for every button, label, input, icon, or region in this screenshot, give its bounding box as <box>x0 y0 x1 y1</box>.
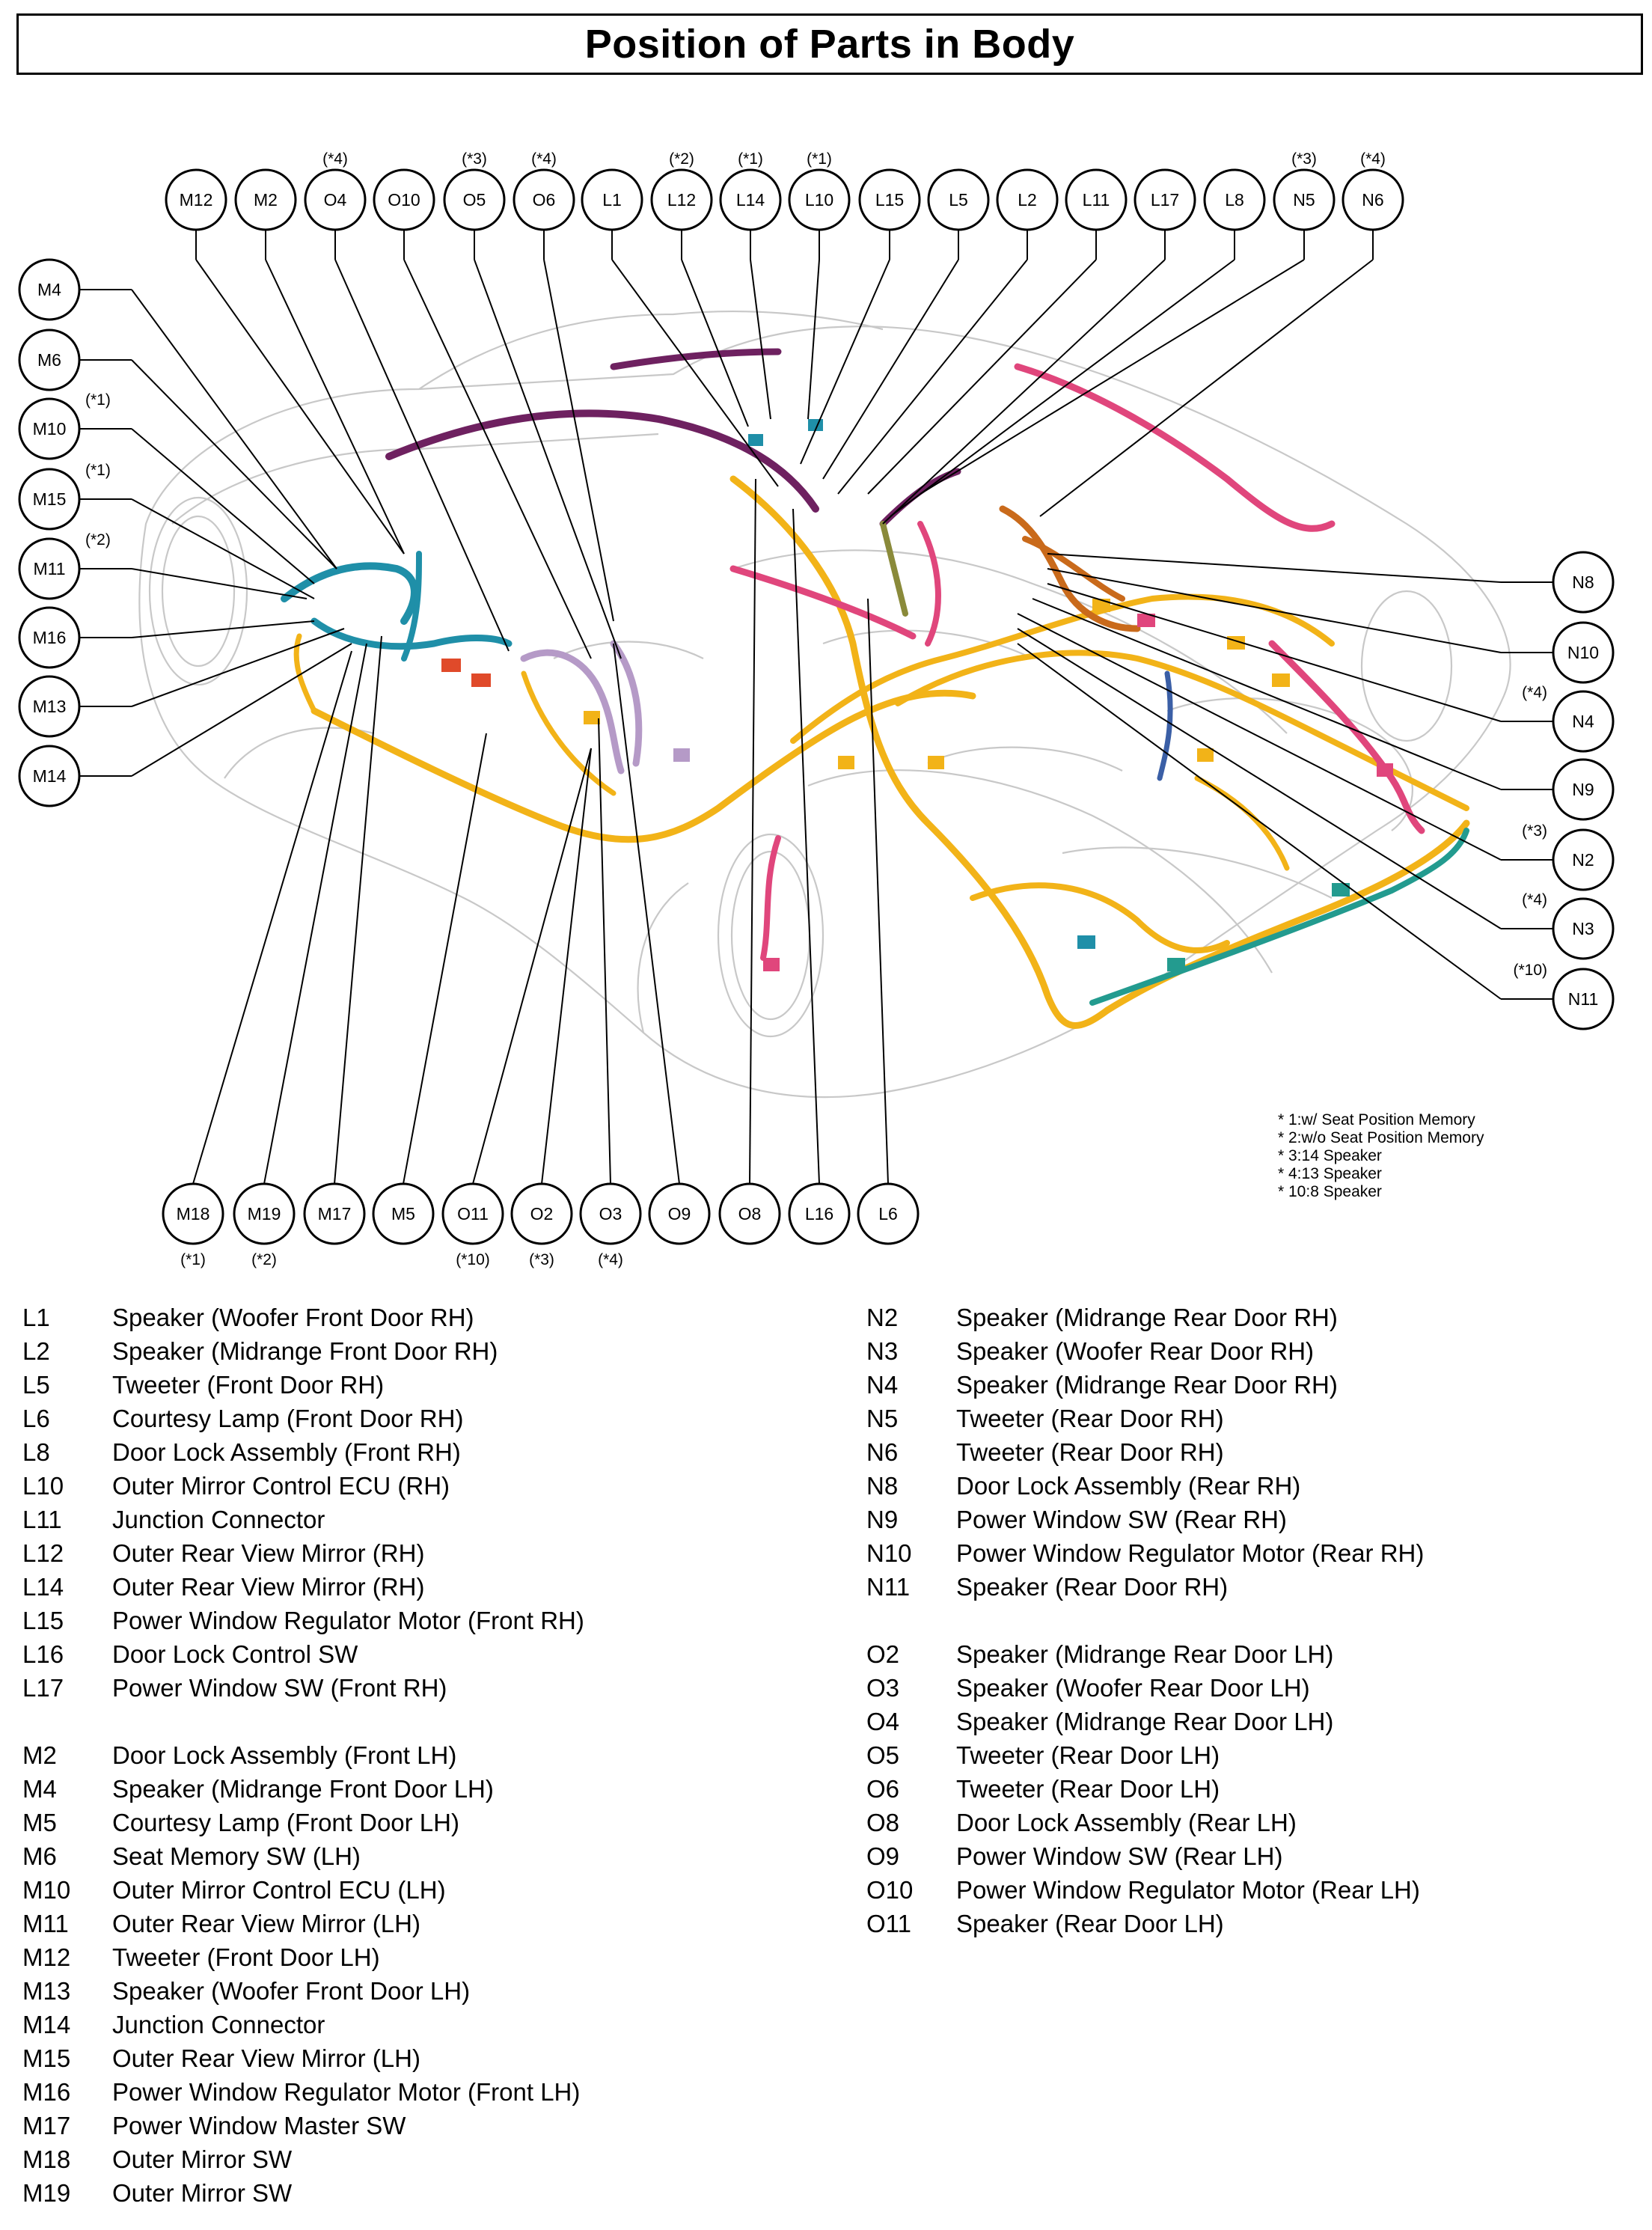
part-name: Power Window SW (Front RH) <box>112 1674 447 1702</box>
callout-note: (*4) <box>531 150 557 168</box>
callout-note: (*2) <box>85 531 111 549</box>
leader-line <box>750 479 756 1184</box>
part-row <box>866 1806 1424 1839</box>
leader-line <box>264 644 367 1184</box>
callout-code: L14 <box>735 190 765 210</box>
part-code: M11 <box>22 1910 69 1937</box>
part-row <box>22 1839 584 1873</box>
part-code: M6 <box>22 1842 57 1870</box>
callout-l15 <box>860 170 920 230</box>
part-name: Outer Rear View Mirror (LH) <box>112 2044 420 2072</box>
leader-line <box>334 636 382 1184</box>
part-row <box>22 1940 584 1974</box>
leader-line <box>193 651 352 1184</box>
part-code: N3 <box>866 1337 899 1365</box>
part-row <box>866 1503 1424 1536</box>
part-name: Door Lock Assembly (Rear RH) <box>956 1472 1301 1500</box>
callout-code: N4 <box>1572 712 1594 731</box>
part-row <box>22 2008 584 2041</box>
part-row <box>866 1570 1424 1604</box>
page-title: Position of Parts in Body <box>584 22 1075 67</box>
callout-code: L2 <box>1018 190 1037 210</box>
callout-code: M17 <box>317 1204 352 1224</box>
callout-note: (*1) <box>180 1251 206 1268</box>
part-name: Speaker (Woofer Front Door RH) <box>112 1304 474 1331</box>
callout-n8 <box>1553 552 1613 612</box>
part-code: O10 <box>866 1876 914 1904</box>
part-code: L14 <box>22 1573 64 1601</box>
leader-line <box>883 260 1165 524</box>
callout-m12 <box>166 170 226 230</box>
part-code: M4 <box>22 1775 57 1803</box>
footnote-line: * 2:w/o Seat Position Memory <box>1278 1129 1484 1146</box>
callout-m17 <box>305 1184 364 1244</box>
list-gap <box>866 1604 1424 1637</box>
part-row <box>22 1873 584 1907</box>
part-code: N9 <box>866 1506 899 1533</box>
part-row <box>22 1772 584 1806</box>
callout-l5 <box>929 170 988 230</box>
callout-code: N6 <box>1362 190 1384 210</box>
part-code: M5 <box>22 1809 57 1836</box>
callout-m15 <box>19 462 111 529</box>
callout-code: M13 <box>32 697 67 716</box>
part-name: Power Window Master SW <box>112 2112 406 2139</box>
part-code: L10 <box>22 1472 64 1500</box>
footnote-line: * 10:8 Speaker <box>1278 1183 1382 1200</box>
part-row <box>866 1469 1424 1503</box>
callout-note: (*2) <box>669 150 694 168</box>
part-code: M13 <box>22 1977 71 2005</box>
callout-m16 <box>19 608 79 668</box>
part-name: Outer Mirror SW <box>112 2145 293 2173</box>
leader-line <box>1018 629 1501 929</box>
part-row <box>866 1402 1424 1435</box>
part-name: Door Lock Control SW <box>112 1640 358 1668</box>
footnotes <box>1278 1111 1484 1200</box>
part-row <box>22 1907 584 1940</box>
part-row <box>22 1604 584 1637</box>
part-row <box>22 1570 584 1604</box>
callout-o4 <box>305 150 365 230</box>
part-code: M17 <box>22 2112 71 2139</box>
callout-n11 <box>1513 962 1613 1029</box>
part-name: Junction Connector <box>112 1506 325 1533</box>
callout-l17 <box>1135 170 1195 230</box>
part-code: O2 <box>866 1640 900 1668</box>
part-code: O8 <box>866 1809 900 1836</box>
leader-line <box>682 260 748 427</box>
leader-line <box>132 360 337 569</box>
callout-code: L6 <box>878 1204 898 1224</box>
callout-note: (*2) <box>251 1251 277 1268</box>
callout-code: N2 <box>1572 850 1594 870</box>
callout-l6 <box>858 1184 918 1244</box>
callout-l11 <box>1066 170 1126 230</box>
part-name: Speaker (Woofer Front Door LH) <box>112 1977 471 2005</box>
callout-code: L5 <box>949 190 968 210</box>
leader-line <box>266 260 404 554</box>
part-name: Seat Memory SW (LH) <box>112 1842 361 1870</box>
part-row <box>866 1705 1424 1738</box>
callout-m11 <box>19 531 111 599</box>
part-name: Speaker (Rear Door RH) <box>956 1573 1229 1601</box>
callout-code: O6 <box>532 190 556 210</box>
part-code: M14 <box>22 2011 71 2038</box>
part-name: Door Lock Assembly (Rear LH) <box>956 1809 1297 1836</box>
callout-note: (*4) <box>322 150 348 168</box>
part-name: Speaker (Woofer Rear Door LH) <box>956 1674 1310 1702</box>
part-row <box>22 2041 584 2075</box>
part-row <box>22 1402 584 1435</box>
callout-code: M12 <box>179 190 213 210</box>
part-name: Outer Rear View Mirror (LH) <box>112 1910 420 1937</box>
parts-list-right <box>866 1301 1424 1940</box>
part-code: L8 <box>22 1438 50 1466</box>
part-name: Power Window SW (Rear LH) <box>956 1842 1283 1870</box>
part-code: N10 <box>866 1539 912 1567</box>
callout-o5 <box>444 150 504 230</box>
callout-m2 <box>236 170 296 230</box>
callout-m13 <box>19 676 79 736</box>
leader-line <box>404 260 591 659</box>
footnote-line: * 4:13 Speaker <box>1278 1165 1382 1182</box>
leader-line <box>1032 599 1501 789</box>
part-row <box>22 1671 584 1705</box>
callout-note: (*1) <box>807 150 832 168</box>
leader-line <box>890 260 1235 516</box>
callout-l10 <box>789 150 849 230</box>
part-name: Outer Mirror SW <box>112 2179 293 2207</box>
part-name: Outer Rear View Mirror (RH) <box>112 1573 425 1601</box>
part-code: M12 <box>22 1943 71 1971</box>
part-code: N6 <box>866 1438 899 1466</box>
part-code: L1 <box>22 1304 50 1331</box>
part-code: L12 <box>22 1539 64 1567</box>
part-code: O4 <box>866 1708 900 1735</box>
callout-o2 <box>512 1184 572 1268</box>
part-row <box>866 1907 1424 1940</box>
part-name: Junction Connector <box>112 2011 325 2038</box>
part-code: N5 <box>866 1405 899 1432</box>
part-code: O5 <box>866 1741 900 1769</box>
part-row <box>22 1368 584 1402</box>
part-code: L17 <box>22 1674 64 1702</box>
callout-code: M10 <box>32 419 67 439</box>
callout-l1 <box>582 170 642 230</box>
leader-line <box>1047 554 1501 582</box>
part-name: Power Window Regulator Motor (Front LH) <box>112 2078 581 2106</box>
part-row <box>866 1873 1424 1907</box>
callout-code: O8 <box>738 1204 762 1224</box>
part-code: N8 <box>866 1472 899 1500</box>
part-row <box>22 1301 584 1334</box>
part-name: Speaker (Midrange Front Door RH) <box>112 1337 498 1365</box>
callout-code: M11 <box>33 559 66 578</box>
callout-note: (*4) <box>1360 150 1386 168</box>
part-row <box>22 1536 584 1570</box>
part-code: M19 <box>22 2179 71 2207</box>
callout-m10 <box>19 391 111 459</box>
leader-line <box>801 260 890 464</box>
callout-code: M16 <box>32 628 67 647</box>
part-name: Outer Rear View Mirror (RH) <box>112 1539 425 1567</box>
part-row <box>22 1637 584 1671</box>
leader-line <box>335 260 509 651</box>
callout-m14 <box>19 746 79 806</box>
list-gap <box>22 1705 584 1738</box>
part-name: Speaker (Midrange Rear Door LH) <box>956 1640 1334 1668</box>
part-code: L5 <box>22 1371 50 1399</box>
callout-note: (*1) <box>85 462 111 479</box>
leader-line <box>132 621 314 638</box>
part-row <box>866 1368 1424 1402</box>
part-row <box>866 1637 1424 1671</box>
callout-code: M15 <box>32 489 67 509</box>
callout-note: (*3) <box>1522 822 1547 840</box>
part-row <box>22 1435 584 1469</box>
leader-line <box>132 569 307 599</box>
wire-harness <box>284 352 1466 1025</box>
part-code: N11 <box>866 1573 911 1601</box>
part-name: Tweeter (Front Door RH) <box>112 1371 385 1399</box>
callout-note: (*1) <box>85 391 111 409</box>
callout-n3 <box>1522 891 1613 959</box>
part-name: Courtesy Lamp (Front Door RH) <box>112 1405 464 1432</box>
part-code: L2 <box>22 1337 50 1365</box>
callout-code: M5 <box>391 1204 415 1224</box>
leader-line <box>793 509 819 1184</box>
callout-code: M14 <box>32 766 67 786</box>
leader-line <box>1040 260 1373 516</box>
callout-l2 <box>997 170 1057 230</box>
part-row <box>866 1334 1424 1368</box>
part-row <box>866 1738 1424 1772</box>
part-name: Tweeter (Rear Door LH) <box>956 1775 1220 1803</box>
part-row <box>22 2075 584 2109</box>
callout-m19 <box>234 1184 294 1268</box>
callout-o9 <box>649 1184 709 1244</box>
callout-o6 <box>514 150 574 230</box>
part-row <box>866 1671 1424 1705</box>
callout-o10 <box>374 170 434 230</box>
callout-m6 <box>19 330 79 390</box>
leader-line <box>920 260 1304 494</box>
part-name: Power Window Regulator Motor (Front RH) <box>112 1607 584 1634</box>
callout-code: L8 <box>1225 190 1244 210</box>
leader-line <box>403 733 486 1184</box>
callout-l16 <box>789 1184 849 1244</box>
callout-m5 <box>373 1184 433 1244</box>
callout-code: N9 <box>1572 780 1594 799</box>
part-row <box>866 1301 1424 1334</box>
part-code: O11 <box>866 1910 911 1937</box>
callout-code: L1 <box>602 190 622 210</box>
part-name: Tweeter (Front Door LH) <box>112 1943 380 1971</box>
leader-line <box>868 260 1096 494</box>
parts-list-left <box>22 1301 584 2210</box>
callout-note: (*3) <box>1291 150 1317 168</box>
part-code: O3 <box>866 1674 900 1702</box>
callout-code: N11 <box>1567 989 1599 1009</box>
callout-code: N10 <box>1567 643 1600 662</box>
callout-code: O3 <box>599 1204 622 1224</box>
callout-code: M18 <box>176 1204 210 1224</box>
part-code: M18 <box>22 2145 71 2173</box>
callout-code: O10 <box>388 190 420 210</box>
callout-code: O4 <box>323 190 347 210</box>
callout-code: L16 <box>804 1204 834 1224</box>
callout-code: M19 <box>247 1204 281 1224</box>
callout-code: O11 <box>457 1204 489 1224</box>
part-code: L11 <box>22 1506 62 1533</box>
part-row <box>22 1974 584 2008</box>
part-code: L6 <box>22 1405 50 1432</box>
part-row <box>22 1806 584 1839</box>
callout-n6 <box>1343 150 1403 230</box>
callout-code: N5 <box>1293 190 1315 210</box>
part-code: M10 <box>22 1876 71 1904</box>
part-row <box>22 1503 584 1536</box>
part-name: Speaker (Midrange Rear Door RH) <box>956 1371 1338 1399</box>
callout-note: (*3) <box>462 150 487 168</box>
callout-note: (*4) <box>598 1251 623 1268</box>
callout-l14 <box>721 150 780 230</box>
part-name: Outer Mirror Control ECU (LH) <box>112 1876 446 1904</box>
callout-note: (*10) <box>456 1251 490 1268</box>
part-row <box>22 1738 584 1772</box>
part-name: Speaker (Midrange Rear Door LH) <box>956 1708 1334 1735</box>
leader-line <box>1047 569 1501 653</box>
callout-n9 <box>1553 760 1613 819</box>
part-name: Speaker (Rear Door LH) <box>956 1910 1224 1937</box>
callout-o3 <box>581 1184 640 1268</box>
footnote-line: * 3:14 Speaker <box>1278 1147 1382 1164</box>
part-name: Power Window Regulator Motor (Rear LH) <box>956 1876 1420 1904</box>
leader-line <box>542 748 591 1184</box>
part-name: Power Window SW (Rear RH) <box>956 1506 1287 1533</box>
callout-code: L15 <box>875 190 905 210</box>
part-row <box>22 2142 584 2176</box>
callout-note: (*4) <box>1522 891 1547 908</box>
callout-note: (*1) <box>738 150 763 168</box>
callout-code: O2 <box>530 1204 554 1224</box>
part-code: M15 <box>22 2044 71 2072</box>
part-code: L15 <box>22 1607 64 1634</box>
leader-line <box>868 599 888 1184</box>
callout-m4 <box>19 260 79 320</box>
part-row <box>22 2109 584 2142</box>
part-name: Door Lock Assembly (Front RH) <box>112 1438 461 1466</box>
part-row <box>22 1469 584 1503</box>
part-code: M16 <box>22 2078 71 2106</box>
part-code: O6 <box>866 1775 900 1803</box>
callout-note: (*3) <box>529 1251 554 1268</box>
callout-l12 <box>652 150 712 230</box>
callout-code: N3 <box>1572 919 1594 938</box>
part-name: Speaker (Midrange Rear Door RH) <box>956 1304 1338 1331</box>
callout-code: N8 <box>1572 572 1594 592</box>
part-row <box>866 1839 1424 1873</box>
leader-line <box>808 260 819 419</box>
part-name: Speaker (Woofer Rear Door RH) <box>956 1337 1315 1365</box>
part-name: Power Window Regulator Motor (Rear RH) <box>956 1539 1425 1567</box>
callout-code: L11 <box>1082 190 1110 210</box>
part-row <box>22 2176 584 2210</box>
callout-n4 <box>1522 684 1613 751</box>
callout-o8 <box>720 1184 780 1244</box>
callout-code: O9 <box>667 1204 691 1224</box>
callout-code: L10 <box>804 190 834 210</box>
part-name: Tweeter (Rear Door LH) <box>956 1741 1220 1769</box>
part-name: Door Lock Assembly (Front LH) <box>112 1741 457 1769</box>
callout-o11 <box>443 1184 503 1268</box>
part-row <box>866 1772 1424 1806</box>
part-row <box>22 1334 584 1368</box>
callout-note: (*10) <box>1513 962 1547 979</box>
callout-code: L17 <box>1150 190 1180 210</box>
part-code: O9 <box>866 1842 900 1870</box>
part-name: Tweeter (Rear Door RH) <box>956 1438 1224 1466</box>
part-code: M2 <box>22 1741 57 1769</box>
part-name: Outer Mirror Control ECU (RH) <box>112 1472 450 1500</box>
callout-code: O5 <box>462 190 486 210</box>
part-row <box>866 1435 1424 1469</box>
part-name: Tweeter (Rear Door RH) <box>956 1405 1224 1432</box>
callout-code: M6 <box>37 350 61 370</box>
part-name: Speaker (Midrange Front Door LH) <box>112 1775 494 1803</box>
leader-line <box>838 260 1027 494</box>
callout-l8 <box>1205 170 1264 230</box>
callout-code: M2 <box>254 190 278 210</box>
callout-n2 <box>1522 822 1613 890</box>
callout-code: M4 <box>37 280 61 299</box>
leader-line <box>614 644 679 1184</box>
callout-m18 <box>163 1184 223 1268</box>
callout-code: L12 <box>667 190 697 210</box>
callout-n5 <box>1274 150 1334 230</box>
part-code: L16 <box>22 1640 64 1668</box>
part-code: N2 <box>866 1304 899 1331</box>
part-code: N4 <box>866 1371 899 1399</box>
part-name: Courtesy Lamp (Front Door LH) <box>112 1809 459 1836</box>
callout-note: (*4) <box>1522 684 1547 701</box>
part-row <box>866 1536 1424 1570</box>
callout-n10 <box>1553 623 1613 682</box>
footnote-line: * 1:w/ Seat Position Memory <box>1278 1111 1475 1128</box>
